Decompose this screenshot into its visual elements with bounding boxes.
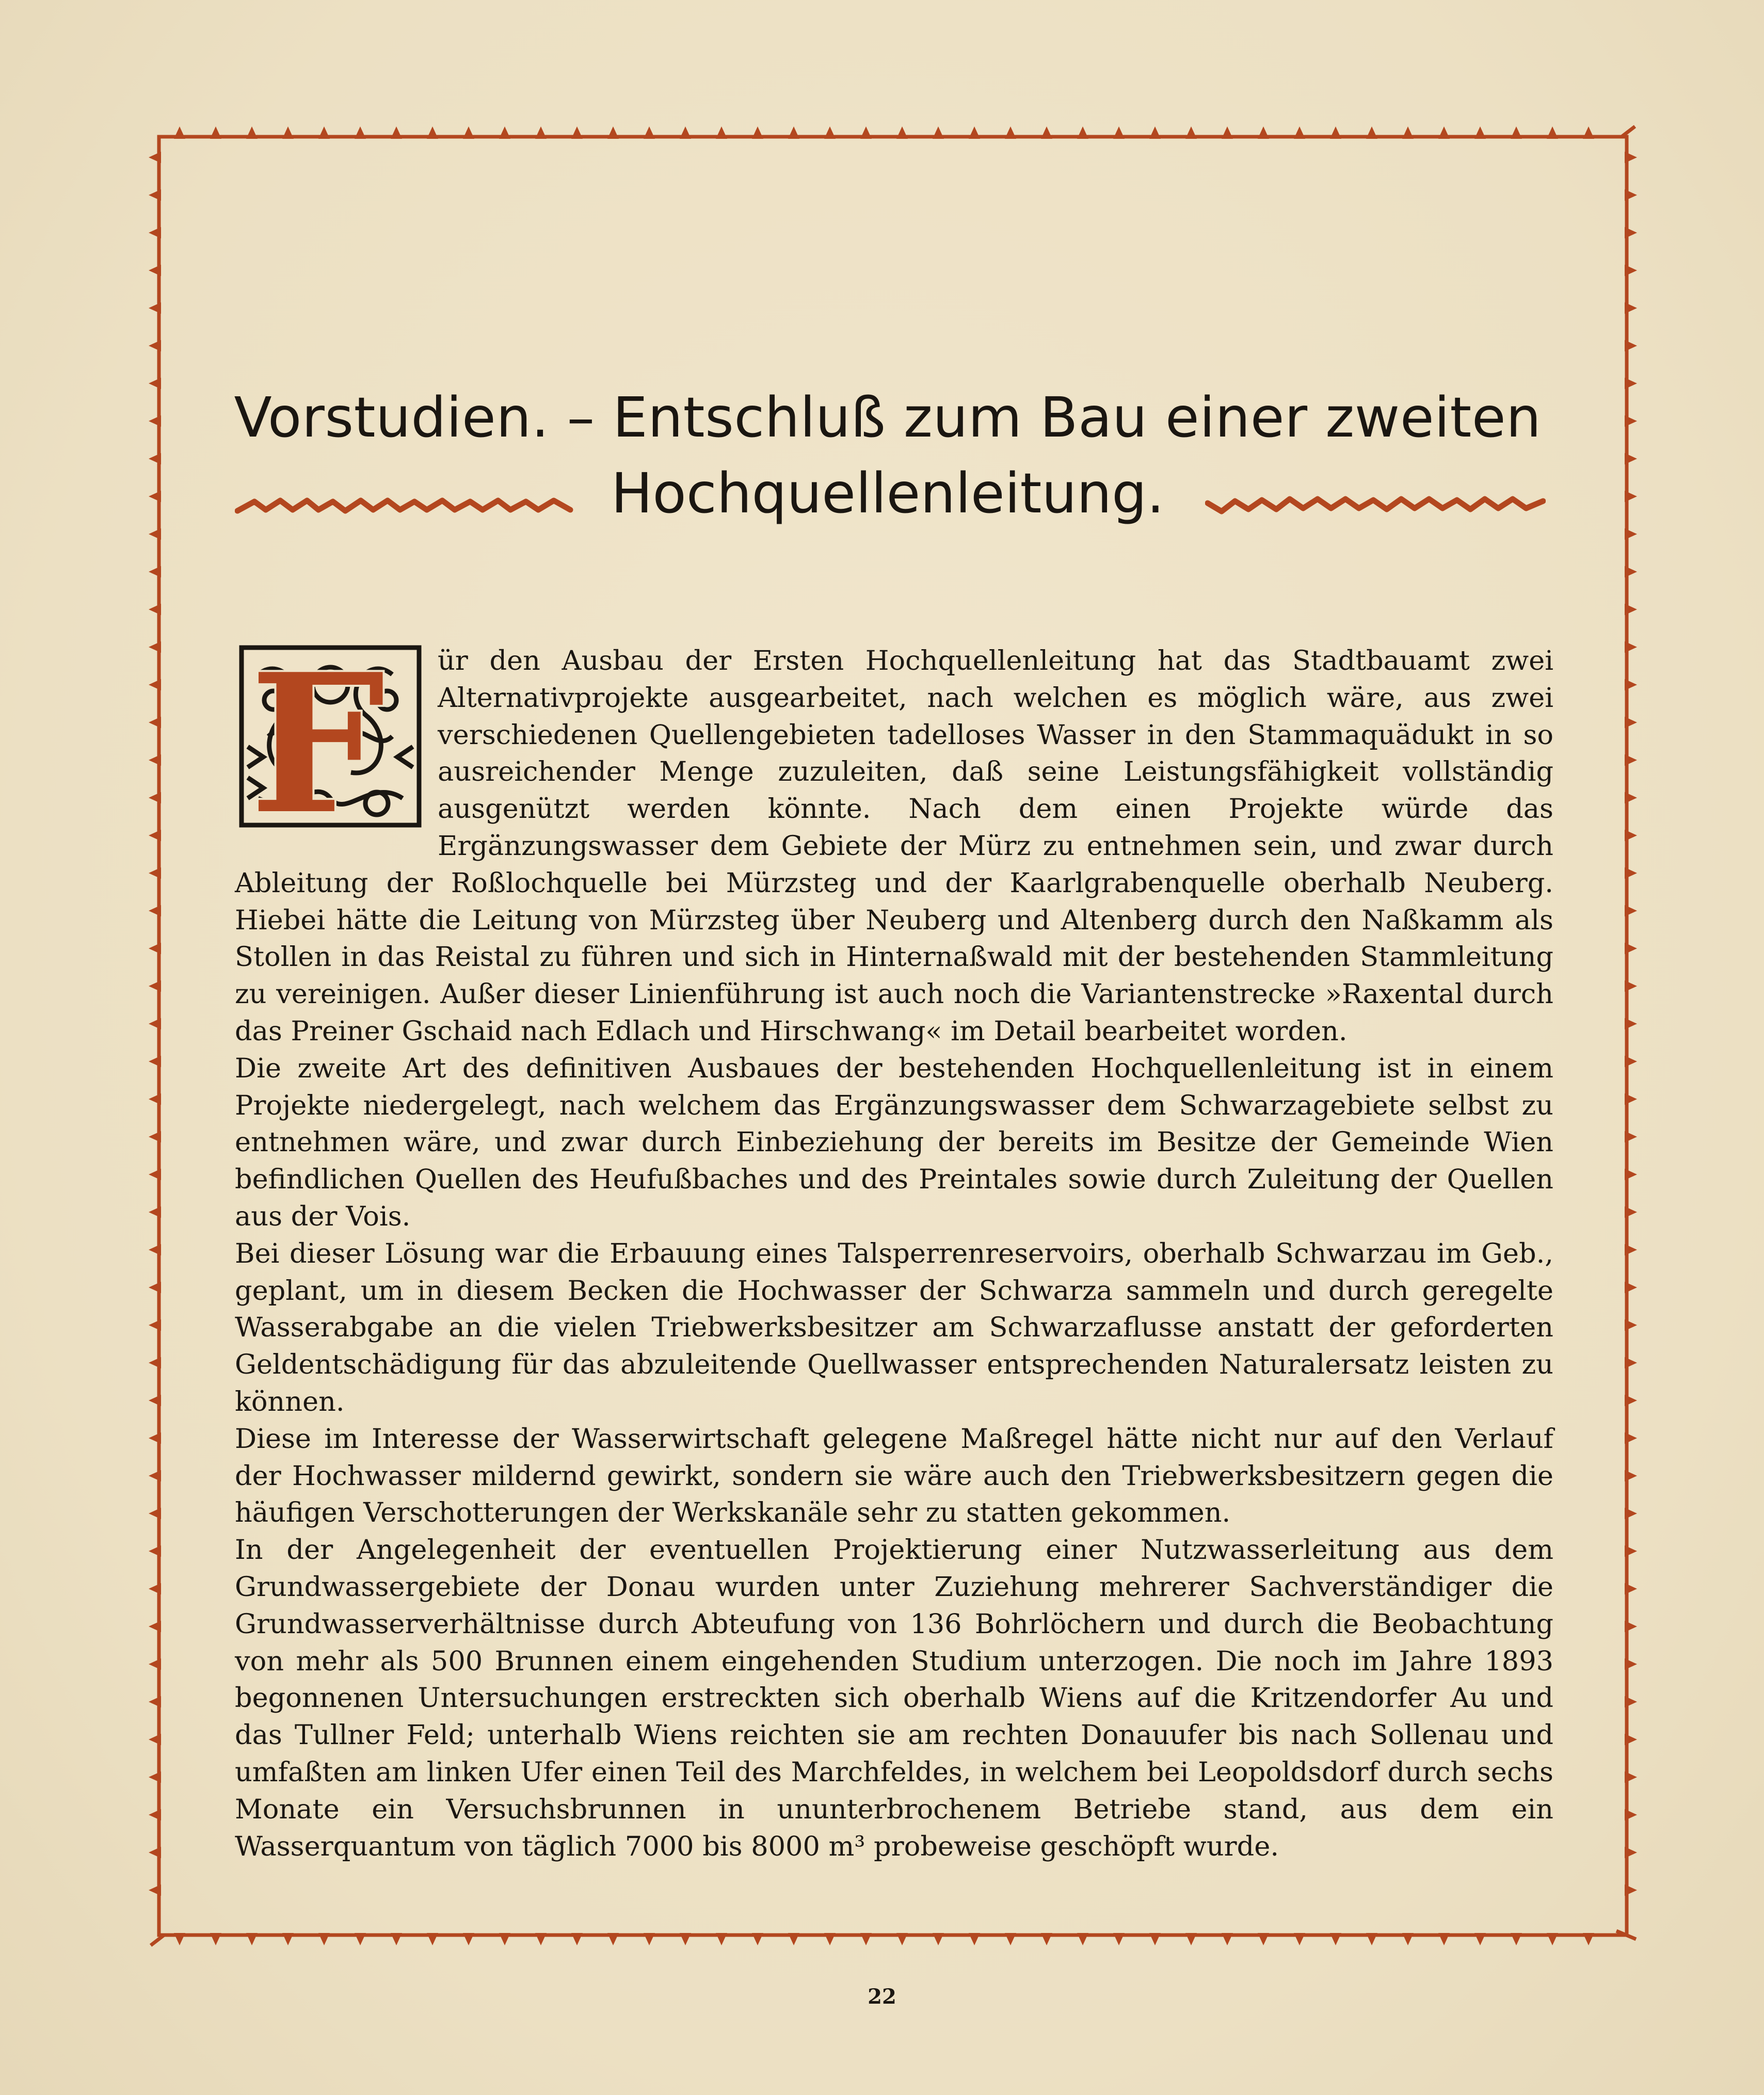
border-triangle — [427, 1933, 438, 1945]
border-triangle — [1625, 491, 1637, 502]
border-triangle — [499, 1933, 510, 1945]
border-triangle — [824, 1933, 836, 1945]
border-triangle — [1330, 1933, 1341, 1945]
border-triangle — [896, 126, 908, 139]
border-triangle — [1625, 679, 1637, 690]
border-triangle — [1625, 1658, 1637, 1670]
border-triangle — [1625, 905, 1637, 916]
page-title-line-2: Hochquellenleitung. — [611, 462, 1165, 526]
border-triangle — [1625, 1244, 1637, 1255]
page-title-line-1: Vorstudien. – Entschluß zum Bau einer zweiten — [234, 386, 1542, 450]
right-wave-ornament — [1205, 488, 1546, 519]
border-triangle — [1547, 1933, 1558, 1945]
border-triangle — [788, 1933, 799, 1945]
border-triangle — [1222, 1933, 1233, 1945]
border-triangle — [149, 867, 161, 879]
border-triangle — [1625, 754, 1637, 766]
border-triangle — [1625, 1508, 1637, 1519]
border-triangle — [1625, 1319, 1637, 1331]
border-triangle — [149, 491, 161, 502]
border-triangle — [1625, 189, 1637, 201]
page-number: 22 — [868, 1985, 896, 2009]
border-triangle — [149, 1206, 161, 1218]
border-triangle — [1625, 1771, 1637, 1783]
paragraph-4: Diese im Interesse der Wasserwirtschaft gelegene Maßregel hätte nicht nur auf den Verlauf der Hochwasser mildernd gewirkt, sondern sie wäre auch den Triebwerksbesitzern gegen die häufigen Verschotterungen der Werkskanäle sehr zu statten gekommen. — [235, 1423, 1553, 1529]
border-triangle — [149, 1809, 161, 1820]
border-triangle — [969, 1933, 980, 1945]
border-triangle — [1625, 604, 1637, 615]
border-triangle — [607, 1933, 619, 1945]
border-triangle — [1258, 126, 1269, 139]
border-triangle — [1625, 641, 1637, 653]
border-triangle — [1625, 980, 1637, 992]
border-triangle — [1625, 1621, 1637, 1632]
border-triangle — [149, 1093, 161, 1105]
border-triangle — [1625, 227, 1637, 238]
border-triangle — [1625, 1847, 1637, 1858]
border-triangle — [1625, 1282, 1637, 1293]
border-triangle — [1625, 830, 1637, 841]
border-triangle — [1294, 126, 1305, 139]
border-triangle — [933, 126, 944, 139]
border-triangle — [1625, 302, 1637, 314]
border-triangle — [933, 1933, 944, 1945]
border-triangle — [1077, 126, 1088, 139]
border-triangle — [1625, 1131, 1637, 1142]
border-triangle — [1113, 126, 1125, 139]
border-triangle — [149, 830, 161, 841]
border-triangle — [282, 1933, 294, 1945]
border-triangle — [1625, 792, 1637, 803]
border-triangle — [246, 126, 258, 139]
border-triangle — [1625, 378, 1637, 389]
border-triangle — [318, 126, 330, 139]
border-triangle — [1366, 1933, 1377, 1945]
border-triangle — [1511, 1933, 1522, 1945]
border-triangle — [149, 792, 161, 803]
border-triangle — [427, 126, 438, 139]
border-triangle — [391, 1933, 402, 1945]
border-triangle — [149, 1282, 161, 1293]
border-triangle — [644, 1933, 655, 1945]
border-triangle — [149, 1018, 161, 1029]
border-triangle — [1625, 1734, 1637, 1745]
border-triangle — [1547, 126, 1558, 139]
border-triangle — [149, 641, 161, 653]
border-triangle — [149, 604, 161, 615]
initial-f-ornament — [237, 643, 423, 829]
border-triangle — [535, 1933, 547, 1945]
border-triangle — [680, 126, 691, 139]
border-triangle — [1625, 1884, 1637, 1896]
border-triangle — [1583, 126, 1594, 139]
border-triangle — [1474, 126, 1486, 139]
border-triangle — [174, 126, 185, 139]
border-triangle — [149, 1056, 161, 1067]
border-triangle — [752, 126, 763, 139]
border-triangle — [1625, 1169, 1637, 1180]
border-triangle — [246, 1933, 258, 1945]
border-triangle — [149, 1545, 161, 1557]
border-triangle — [149, 1583, 161, 1594]
border-triangle — [1625, 867, 1637, 879]
border-triangle — [607, 126, 619, 139]
border-triangle — [896, 1933, 908, 1945]
border-triangle — [752, 1933, 763, 1945]
border-triangle — [680, 1933, 691, 1945]
border-triangle — [149, 1771, 161, 1783]
border-triangle — [149, 227, 161, 238]
border-triangle — [149, 1395, 161, 1406]
border-triangle — [969, 126, 980, 139]
border-triangle — [149, 1508, 161, 1519]
border-triangle — [1077, 1933, 1088, 1945]
border-triangle — [1625, 152, 1637, 163]
border-triangle — [149, 1734, 161, 1745]
border-triangle — [1625, 1432, 1637, 1444]
body-text — [235, 642, 1553, 1865]
paragraph-3: Bei dieser Lösung war die Erbauung eines Talsperrenreservoirs, oberhalb Schwarzau im Geb., geplant, um in diesem Becken die Hochwasser der Schwarza sammeln und durch geregelte Wasserabgabe an die vielen Triebwerksbesitzer am Schwarzaflusse anstatt der geforderten Geldentschädigung für das abzuleitende Quellwasser entsprechenden Naturalersatz leisten zu können. — [235, 1237, 1553, 1417]
border-triangle — [1625, 1206, 1637, 1218]
border-triangle — [1625, 1056, 1637, 1067]
paragraph-5: In der Angelegenheit der eventuellen Projektierung einer Nutzwasserleitung aus dem Grundwassergebiete der Donau wurden unter Zuziehung mehrerer Sachverständiger die Grundwasserverhältnisse durch Abteufung von 136 Bohrlöchern und durch die Beobachtung von mehr als 500 Brunnen einem eingehenden Studium unterzogen. Die noch im Jahre 1893 begonnenen Untersuchungen erstreckten sich oberhalb Wiens auf die Kritzendorfer Au und das Tullner Feld; unterhalb Wiens reichten sie am rechten Donauufer bis nach Sollenau und umfaßten am linken Ufer einen Teil des Marchfeldes, in welchem bei Leopoldsdorf durch sechs Monate ein Versuchsbrunnen in ununterbrochenem Betriebe stand, aus dem ein Wasserquantum von täglich 7000 bis 8000 m³ probeweise geschöpft wurde. — [235, 1534, 1553, 1862]
border-triangle — [1294, 1933, 1305, 1945]
border-triangle — [1113, 1933, 1125, 1945]
border-triangle — [149, 1696, 161, 1707]
border-triangle — [788, 126, 799, 139]
border-triangle — [1474, 1933, 1486, 1945]
border-triangle — [1625, 528, 1637, 540]
border-triangle — [149, 1131, 161, 1142]
border-triangle — [149, 152, 161, 163]
border-triangle — [1402, 126, 1414, 139]
border-triangle — [210, 1933, 221, 1945]
border-triangle — [149, 189, 161, 201]
border-triangle — [149, 453, 161, 464]
paragraph-2: Die zweite Art des definitiven Ausbaues der bestehenden Hochquellenleitung ist in einem Projekte niedergelegt, nach welchem das Ergänzungswasser dem Schwarzagebiete selbst zu entnehmen wäre, und zwar durch Einbeziehung der bereits im Besitze der Gemeinde Wien befindlichen Quellen des Heufußbaches und des Preintales sowie durch Zuleitung der Quellen aus der Vois. — [235, 1052, 1553, 1232]
border-triangle — [1625, 1470, 1637, 1481]
border-triangle — [1041, 126, 1052, 139]
border-triangle — [282, 126, 294, 139]
border-triangle — [174, 1933, 185, 1945]
border-triangle — [1005, 126, 1016, 139]
border-triangle — [571, 126, 583, 139]
border-triangle — [149, 528, 161, 540]
border-triangle — [1583, 1933, 1594, 1945]
border-triangle — [149, 943, 161, 954]
border-triangle — [149, 717, 161, 728]
border-triangle — [149, 1847, 161, 1858]
border-triangle — [1625, 453, 1637, 464]
border-triangle — [1185, 126, 1197, 139]
border-triangle — [1625, 340, 1637, 351]
border-triangle — [1625, 1018, 1637, 1029]
border-triangle — [1185, 1933, 1197, 1945]
border-triangle — [1625, 1809, 1637, 1820]
border-triangle — [1511, 126, 1522, 139]
border-triangle — [149, 302, 161, 314]
border-triangle — [1625, 1696, 1637, 1707]
border-triangle — [149, 905, 161, 916]
border-triangle — [1625, 1583, 1637, 1594]
border-triangle — [1149, 126, 1161, 139]
border-triangle — [1625, 265, 1637, 276]
border-triangle — [149, 1621, 161, 1632]
border-triangle — [463, 1933, 474, 1945]
border-triangle — [391, 126, 402, 139]
border-triangle — [149, 415, 161, 427]
border-triangle — [1625, 415, 1637, 427]
border-triangle — [1005, 1933, 1016, 1945]
border-triangle — [860, 126, 872, 139]
border-triangle — [644, 126, 655, 139]
border-triangle — [824, 126, 836, 139]
border-triangle — [1438, 1933, 1450, 1945]
border-triangle — [149, 1432, 161, 1444]
border-triangle — [499, 126, 510, 139]
border-triangle — [149, 340, 161, 351]
border-triangle — [1149, 1933, 1161, 1945]
border-triangle — [149, 1470, 161, 1481]
border-triangle — [463, 126, 474, 139]
border-triangle — [1330, 126, 1341, 139]
border-triangle — [1258, 1933, 1269, 1945]
border-triangle — [1366, 126, 1377, 139]
border-triangle — [860, 1933, 872, 1945]
initial-letter: F — [249, 643, 386, 829]
border-triangle — [571, 1933, 583, 1945]
border-triangle — [149, 1169, 161, 1180]
border-triangle — [149, 1658, 161, 1670]
border-triangle — [1625, 1093, 1637, 1105]
border-triangle — [716, 1933, 727, 1945]
border-triangle — [149, 980, 161, 992]
border-triangle — [355, 1933, 366, 1945]
border-triangle — [1625, 566, 1637, 577]
border-triangle — [1625, 943, 1637, 954]
border-triangle — [1625, 1357, 1637, 1368]
border-triangle — [1222, 126, 1233, 139]
border-triangle — [149, 265, 161, 276]
border-triangle — [1625, 717, 1637, 728]
border-triangle — [1438, 126, 1450, 139]
border-triangle — [149, 754, 161, 766]
border-triangle — [149, 1319, 161, 1331]
border-triangle — [716, 126, 727, 139]
border-triangle — [1041, 1933, 1052, 1945]
border-triangle — [149, 378, 161, 389]
border-triangle — [355, 126, 366, 139]
border-triangle — [149, 679, 161, 690]
border-triangle — [149, 1884, 161, 1896]
border-triangle — [149, 1244, 161, 1255]
border-triangle — [535, 126, 547, 139]
border-triangle — [318, 1933, 330, 1945]
border-triangle — [1625, 1395, 1637, 1406]
border-triangle — [210, 126, 221, 139]
border-triangle — [149, 1357, 161, 1368]
border-triangle — [149, 566, 161, 577]
paragraph-1: ür den Ausbau der Ersten Hochquellenleitung hat das Stadtbauamt zwei Alternativprojekte ausgearbeitet, nach welchen es möglich wäre, aus zwei verschiedenen Quellengebieten tadelloses Wasser in den Stammaquädukt in so ausreichender Menge zuzuleiten, daß seine Leistungsfähigkeit vollständig ausgenützt werden könnte. Nach dem einen Projekte würde das Ergänzungswasser dem Gebiete der Mürz zu entnehmen sein, und zwar durch Ableitung der Roßlochquelle bei Mürzsteg und der Kaarlgrabenquelle oberhalb Neuberg. Hiebei hätte die Leitung von Mürzsteg über Neuberg und Altenberg durch den Naßkamm als Stollen in das Reistal zu führen und sich in Hinternaßwald mit der bestehenden Stammleitung zu vereinigen. Außer dieser Linienführung ist auch noch die Variantenstrecke »Raxental durch das Preiner Gschaid nach Edlach und Hirschwang« im Detail bearbeitet worden. — [235, 645, 1553, 1047]
border-triangle — [1402, 1933, 1414, 1945]
border-triangle — [1625, 1545, 1637, 1557]
